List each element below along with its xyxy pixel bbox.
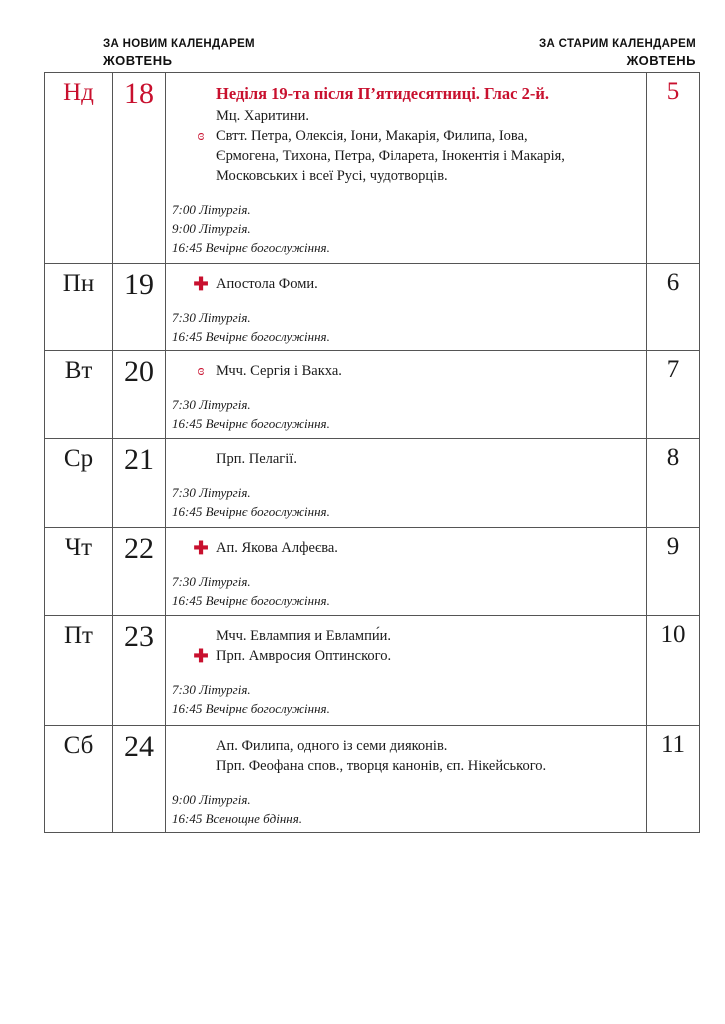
new-style-date: 24 xyxy=(113,726,166,833)
feast-rank-icon: ɞ xyxy=(197,363,205,379)
feast-text: Прп. Пелагії. xyxy=(216,451,297,467)
feast-text: Ап. Якова Алфеєва. xyxy=(216,540,338,556)
feast-line xyxy=(172,736,642,756)
service-time: 7:00 Літургія. xyxy=(172,202,251,217)
day-entries xyxy=(166,73,647,264)
service-time: 16:45 Всенощне бдіння. xyxy=(172,811,303,826)
service-time: 7:30 Літургія. xyxy=(172,310,251,325)
day-entries xyxy=(166,528,647,616)
services-list xyxy=(172,572,642,610)
new-style-date: 18 xyxy=(113,73,166,264)
day-entries xyxy=(166,439,647,528)
calendar-row xyxy=(45,528,700,616)
feast-line xyxy=(172,146,642,166)
day-of-week: Пт xyxy=(45,616,113,726)
calendar-row xyxy=(45,351,700,439)
feast-line xyxy=(172,106,642,126)
services-list xyxy=(172,200,642,257)
service-time: 16:45 Вечірнє богослужіння. xyxy=(172,701,330,716)
day-of-week: Пн xyxy=(45,264,113,351)
service-time: 9:00 Літургія. xyxy=(172,221,251,236)
new-style-date: 21 xyxy=(113,439,166,528)
services-list xyxy=(172,395,642,433)
services-list xyxy=(172,680,642,718)
feast-rank-icon: ɞ xyxy=(197,128,205,144)
feast-text: Ап. Филипа, одного із семи дияконів. xyxy=(216,738,448,754)
service-time: 7:30 Літургія. xyxy=(172,574,251,589)
feast-text: Апостола Фоми. xyxy=(216,276,318,292)
old-calendar-month: ЖОВТЕНЬ xyxy=(626,53,696,68)
calendar-row xyxy=(45,264,700,351)
new-calendar-title: ЗА НОВИМ КАЛЕНДАРЕМ xyxy=(103,38,255,50)
day-entries xyxy=(166,726,647,833)
calendar-row xyxy=(45,439,700,528)
feast-text: Єрмогена, Тихона, Петра, Філарета, Інокентія і Макарія, xyxy=(216,148,565,164)
new-style-date: 19 xyxy=(113,264,166,351)
calendar-row xyxy=(45,726,700,833)
services-list xyxy=(172,483,642,521)
day-entries xyxy=(166,616,647,726)
feast-text: Мчч. Сергія і Вакха. xyxy=(216,363,342,379)
feast-line xyxy=(172,449,642,469)
new-calendar-header xyxy=(103,38,255,68)
service-time: 9:00 Літургія. xyxy=(172,792,251,807)
day-of-week: Ср xyxy=(45,439,113,528)
service-time: 7:30 Літургія. xyxy=(172,485,251,500)
new-calendar-month: ЖОВТЕНЬ xyxy=(103,53,173,68)
feast-line xyxy=(172,166,642,186)
old-style-date: 11 xyxy=(647,726,700,833)
new-style-date: 20 xyxy=(113,351,166,439)
service-time: 7:30 Літургія. xyxy=(172,397,251,412)
feast-line xyxy=(172,274,642,294)
day-of-week: Сб xyxy=(45,726,113,833)
feast-line xyxy=(172,626,642,646)
service-time: 16:45 Вечірнє богослужіння. xyxy=(172,593,330,608)
feast-text: Свтт. Петра, Олексія, Іони, Макарія, Филипа, Іова, xyxy=(216,128,528,144)
service-time: 16:45 Вечірнє богослужіння. xyxy=(172,240,330,255)
old-style-date: 6 xyxy=(647,264,700,351)
old-calendar-title: ЗА СТАРИМ КАЛЕНДАРЕМ xyxy=(539,38,696,50)
calendar-row xyxy=(45,73,700,264)
day-of-week: Чт xyxy=(45,528,113,616)
sunday-title: Неділя 19-та після П’ятидесятниці. Глас 2-й. xyxy=(216,84,549,103)
service-time: 7:30 Літургія. xyxy=(172,682,251,697)
feast-text: Московських і всеї Русі, чудотворців. xyxy=(216,168,448,184)
day-of-week: Вт xyxy=(45,351,113,439)
feast-line xyxy=(172,646,642,666)
day-entries xyxy=(166,264,647,351)
old-style-date: 5 xyxy=(647,73,700,264)
feast-line xyxy=(172,538,642,558)
red-cross-icon: ✚ xyxy=(193,538,209,558)
old-style-date: 9 xyxy=(647,528,700,616)
services-list xyxy=(172,308,642,346)
calendar-table xyxy=(44,72,700,833)
service-time: 16:45 Вечірнє богослужіння. xyxy=(172,416,330,431)
feast-text: Мц. Харитини. xyxy=(216,108,310,124)
old-style-date: 7 xyxy=(647,351,700,439)
services-list xyxy=(172,790,642,828)
red-cross-icon: ✚ xyxy=(193,274,209,294)
feast-text: Мчч. Евлампия и Евлампи́и. xyxy=(216,628,391,644)
day-of-week: Нд xyxy=(45,73,113,264)
old-style-date: 8 xyxy=(647,439,700,528)
red-cross-icon: ✚ xyxy=(193,646,209,666)
day-entries xyxy=(166,351,647,439)
service-time: 16:45 Вечірнє богослужіння. xyxy=(172,329,330,344)
feast-line xyxy=(172,126,642,146)
old-style-date: 10 xyxy=(647,616,700,726)
old-calendar-header xyxy=(539,38,696,68)
feast-line xyxy=(172,361,642,381)
new-style-date: 23 xyxy=(113,616,166,726)
feast-text: Прп. Амвросия Оптинского. xyxy=(216,648,392,664)
service-time: 16:45 Вечірнє богослужіння. xyxy=(172,504,330,519)
calendar-row xyxy=(45,616,700,726)
feast-text: Прп. Феофана спов., творця канонів, єп. Нікейського. xyxy=(216,758,547,774)
new-style-date: 22 xyxy=(113,528,166,616)
feast-line xyxy=(172,756,642,776)
